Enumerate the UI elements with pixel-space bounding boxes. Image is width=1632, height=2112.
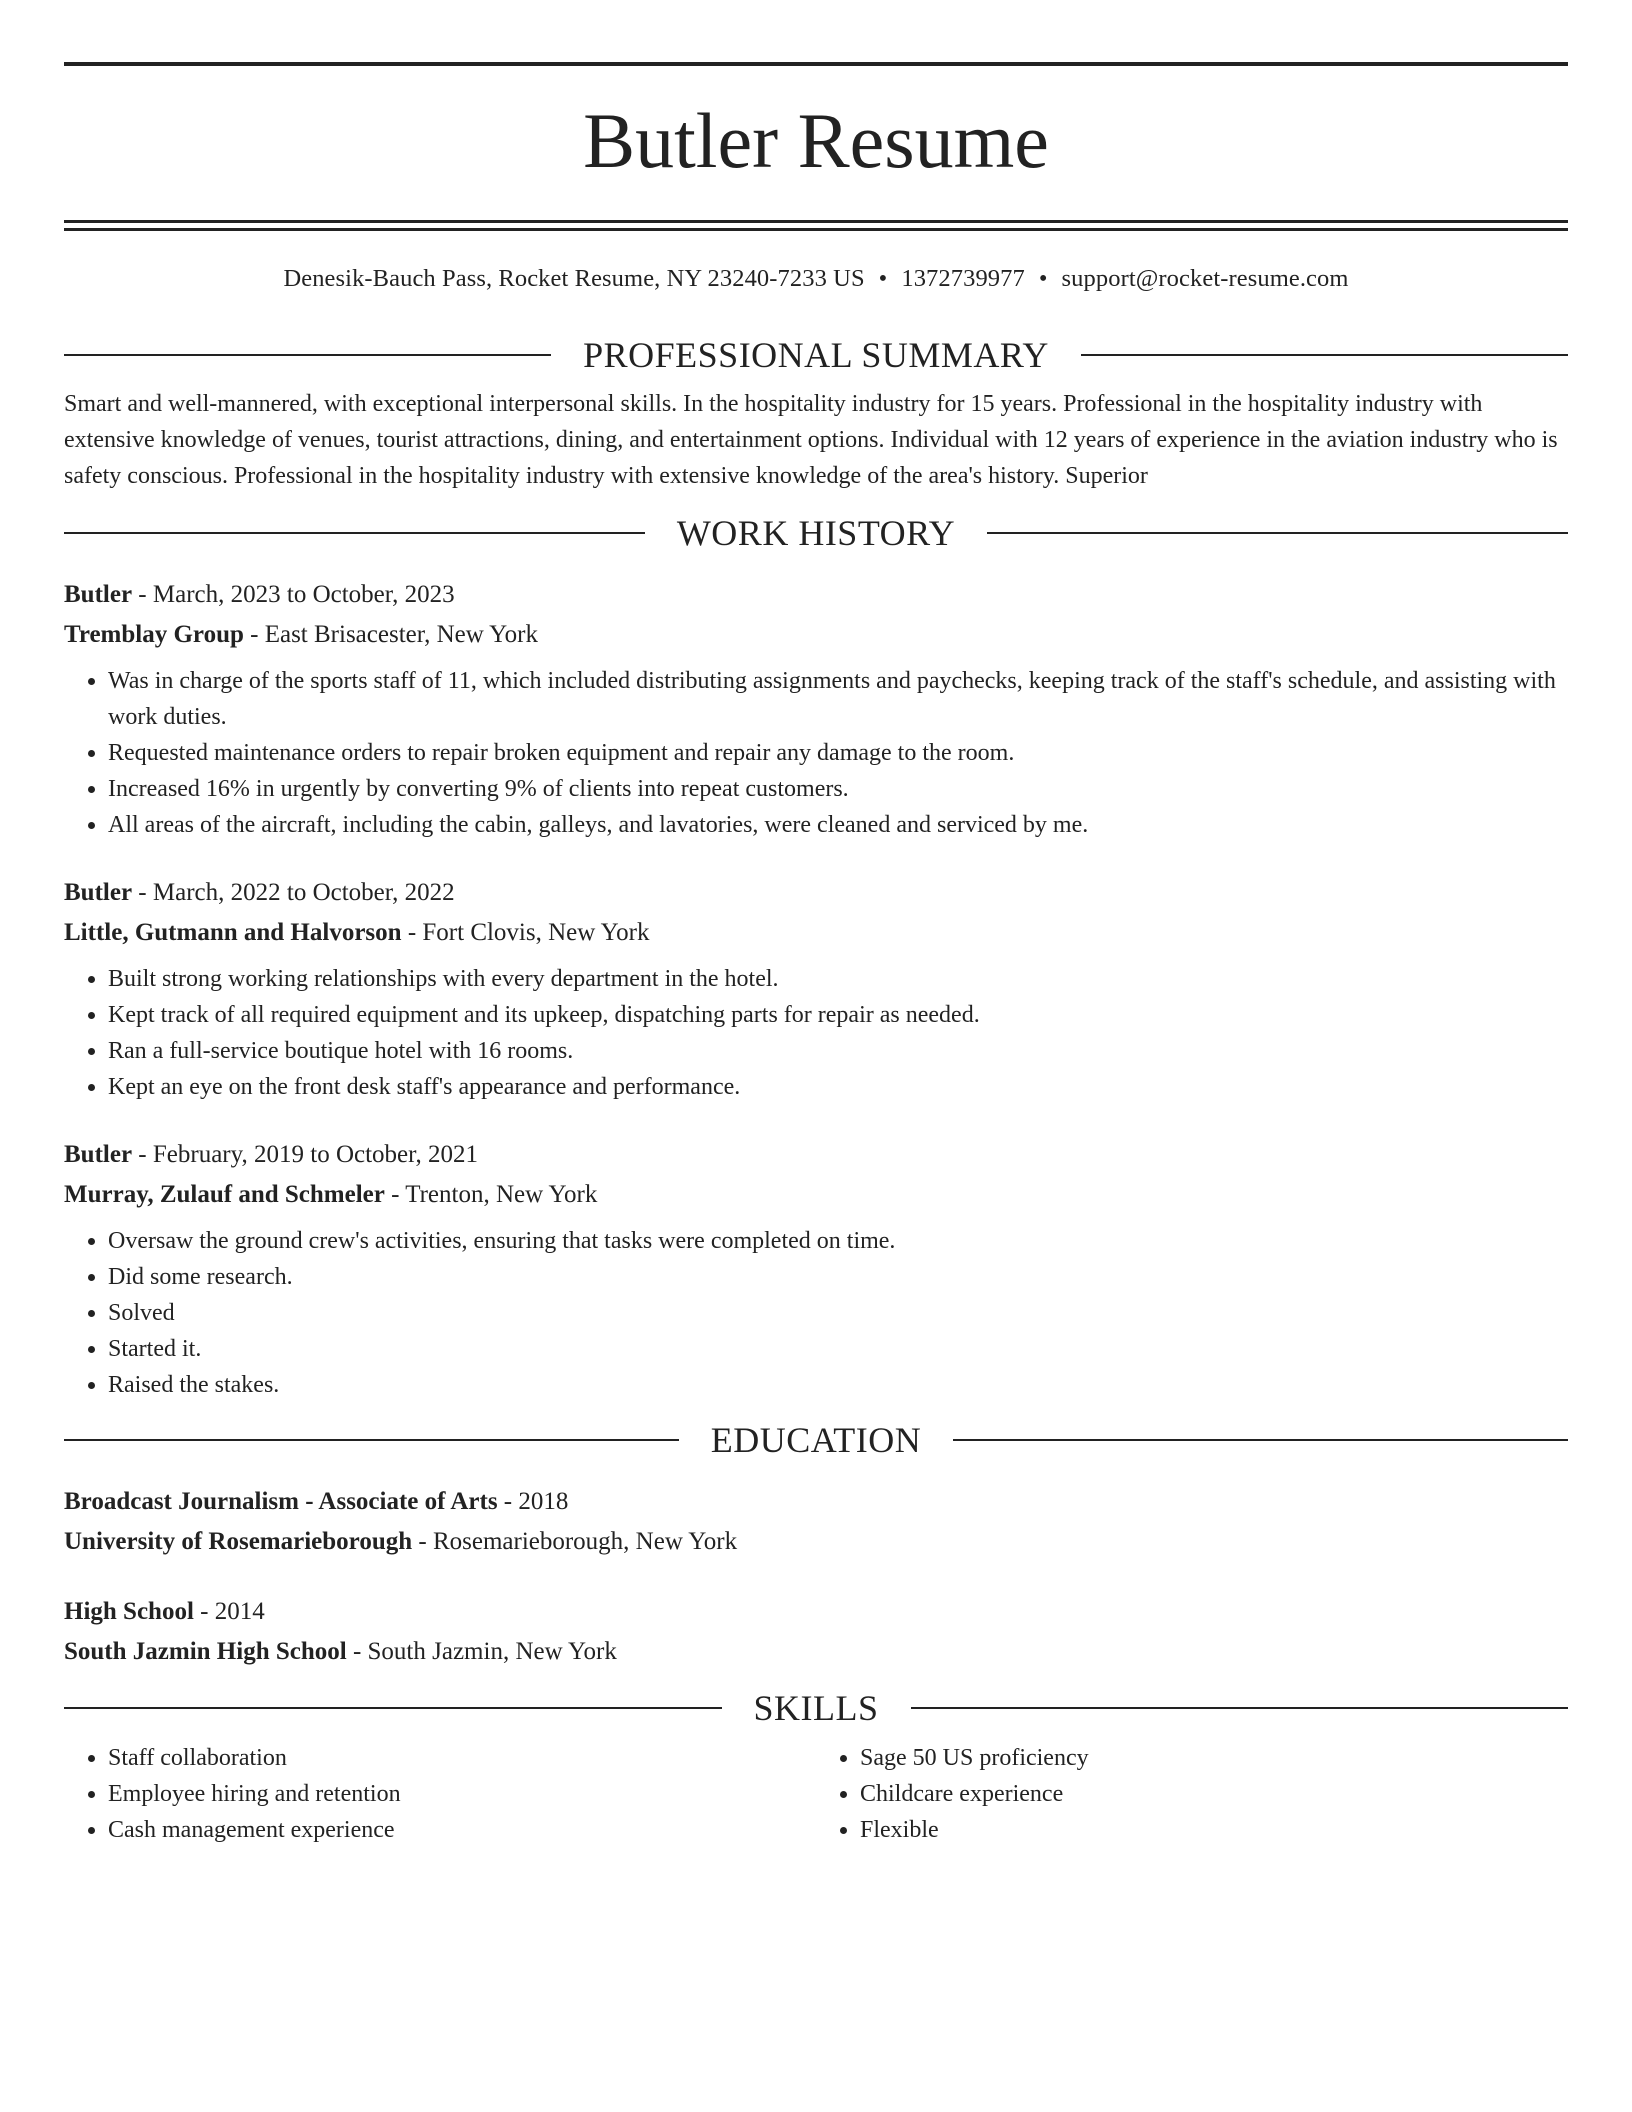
- job-dates: - March, 2023 to October, 2023: [132, 581, 455, 608]
- section-title-work: WORK HISTORY: [676, 513, 956, 553]
- job-bullets: [64, 663, 1568, 843]
- job-bullet: • Requested maintenance orders to repair broken equipment and repair any damage to the room.: [108, 735, 1568, 771]
- summary-section-header: [64, 333, 1568, 377]
- skill-item: • Flexible: [860, 1812, 1568, 1848]
- skill-item: • Staff collaboration: [108, 1740, 816, 1776]
- skill-item: • Cash management experience: [108, 1812, 816, 1848]
- section-rule-right: [953, 1439, 1568, 1441]
- section-rule-left: [64, 354, 551, 356]
- education-degree-line: [64, 1482, 1568, 1522]
- section-rule-right: [1081, 354, 1568, 356]
- top-rule: [64, 62, 1568, 66]
- section-title-skills: SKILLS: [753, 1688, 879, 1728]
- education-year: - 2018: [497, 1488, 569, 1515]
- job-dates: - March, 2022 to October, 2022: [132, 879, 455, 906]
- skills-column-left: [64, 1740, 816, 1848]
- education-degree: High School: [64, 1598, 194, 1625]
- title-double-rule: [64, 220, 1568, 231]
- education-section-header: [64, 1418, 1568, 1462]
- section-rule-left: [64, 532, 645, 534]
- job-location: - Fort Clovis, New York: [401, 919, 650, 946]
- skill-item: • Employee hiring and retention: [108, 1776, 816, 1812]
- skill-item: • Childcare experience: [860, 1776, 1568, 1812]
- job-bullet: • Oversaw the ground crew's activities, ensuring that tasks were completed on time.: [108, 1223, 1568, 1259]
- education-year: - 2014: [193, 1598, 265, 1625]
- job-bullet: • Ran a full-service boutique hotel with 16 rooms.: [108, 1033, 1568, 1069]
- contact-address: Denesik-Bauch Pass, Rocket Resume, NY 23240-7233 US: [283, 265, 865, 292]
- job-bullets: [64, 1223, 1568, 1403]
- work-section-header: [64, 511, 1568, 555]
- job-bullet: • Built strong working relationships with every department in the hotel.: [108, 961, 1568, 997]
- section-rule-left: [64, 1707, 722, 1709]
- job-entry: [64, 1135, 1568, 1403]
- job-bullets: [64, 961, 1568, 1105]
- skills-column-right: [816, 1740, 1568, 1848]
- summary-text: Smart and well-mannered, with exceptional interpersonal skills. In the hospitality industry for 15 years. Professional in the hospitality industry with extensive knowledge of venues, tourist attractions, dining, and entertainment options. Individual with 12 years of experience in the aviation industry who is safety conscious. Professional in the hospitality industry with extensive knowledge of the area's history. Superior: [64, 391, 1558, 489]
- resume-title: Butler Resume: [583, 97, 1049, 184]
- education-degree: Broadcast Journalism - Associate of Arts: [64, 1488, 498, 1515]
- education-school: South Jazmin High School: [64, 1638, 347, 1665]
- education-location: - South Jazmin, New York: [346, 1638, 617, 1665]
- education-school-line: [64, 1522, 1568, 1562]
- education-entry: [64, 1592, 1568, 1672]
- section-rule-left: [64, 1439, 679, 1441]
- job-bullet: • Did some research.: [108, 1259, 1568, 1295]
- education-location: - Rosemarieborough, New York: [412, 1528, 738, 1555]
- section-title-education: EDUCATION: [710, 1420, 922, 1460]
- contact-email[interactable]: support@rocket-resume.com: [1061, 265, 1349, 292]
- job-entry: [64, 873, 1568, 1105]
- education-entry: [64, 1482, 1568, 1562]
- job-title-line: [64, 873, 1568, 913]
- job-title-line: [64, 575, 1568, 615]
- job-bullet: • Solved: [108, 1295, 1568, 1331]
- job-location: - Trenton, New York: [384, 1181, 598, 1208]
- education-degree-line: [64, 1592, 1568, 1632]
- skill-item: • Sage 50 US proficiency: [860, 1740, 1568, 1776]
- education-school: University of Rosemarieborough: [64, 1528, 413, 1555]
- job-bullet: • All areas of the aircraft, including the cabin, galleys, and lavatories, were cleaned and serviced by me.: [108, 807, 1568, 843]
- skills-grid: [64, 1740, 1568, 1848]
- job-company-line: [64, 1175, 1568, 1215]
- contact-line: [64, 264, 1568, 294]
- job-bullet: • Raised the stakes.: [108, 1367, 1568, 1403]
- job-entry: [64, 575, 1568, 843]
- job-company: Murray, Zulauf and Schmeler: [64, 1181, 385, 1208]
- job-company: Tremblay Group: [64, 621, 244, 648]
- job-company: Little, Gutmann and Halvorson: [64, 919, 402, 946]
- job-bullet: • Kept track of all required equipment and its upkeep, dispatching parts for repair as needed.: [108, 997, 1568, 1033]
- job-location: - East Brisacester, New York: [243, 621, 538, 648]
- job-title-line: [64, 1135, 1568, 1175]
- job-bullet: • Was in charge of the sports staff of 11, which included distributing assignments and paychecks, keeping track of the staff's schedule, and assisting with work duties.: [108, 663, 1568, 735]
- education-school-line: [64, 1632, 1568, 1672]
- section-rule-right: [987, 532, 1568, 534]
- job-title: Butler: [64, 879, 133, 906]
- job-title: Butler: [64, 581, 133, 608]
- section-rule-right: [911, 1707, 1569, 1709]
- job-bullet: • Increased 16% in urgently by converting 9% of clients into repeat customers.: [108, 771, 1568, 807]
- job-company-line: [64, 913, 1568, 953]
- job-dates: - February, 2019 to October, 2021: [132, 1141, 478, 1168]
- job-bullet: • Kept an eye on the front desk staff's appearance and performance.: [108, 1069, 1568, 1105]
- job-title: Butler: [64, 1141, 133, 1168]
- job-company-line: [64, 615, 1568, 655]
- job-bullet: • Started it.: [108, 1331, 1568, 1367]
- section-title-summary: PROFESSIONAL SUMMARY: [583, 335, 1049, 375]
- contact-phone: 1372739977: [901, 265, 1025, 292]
- skills-section-header: [64, 1686, 1568, 1730]
- contact-separator: •: [1038, 265, 1048, 292]
- contact-separator: •: [878, 265, 888, 292]
